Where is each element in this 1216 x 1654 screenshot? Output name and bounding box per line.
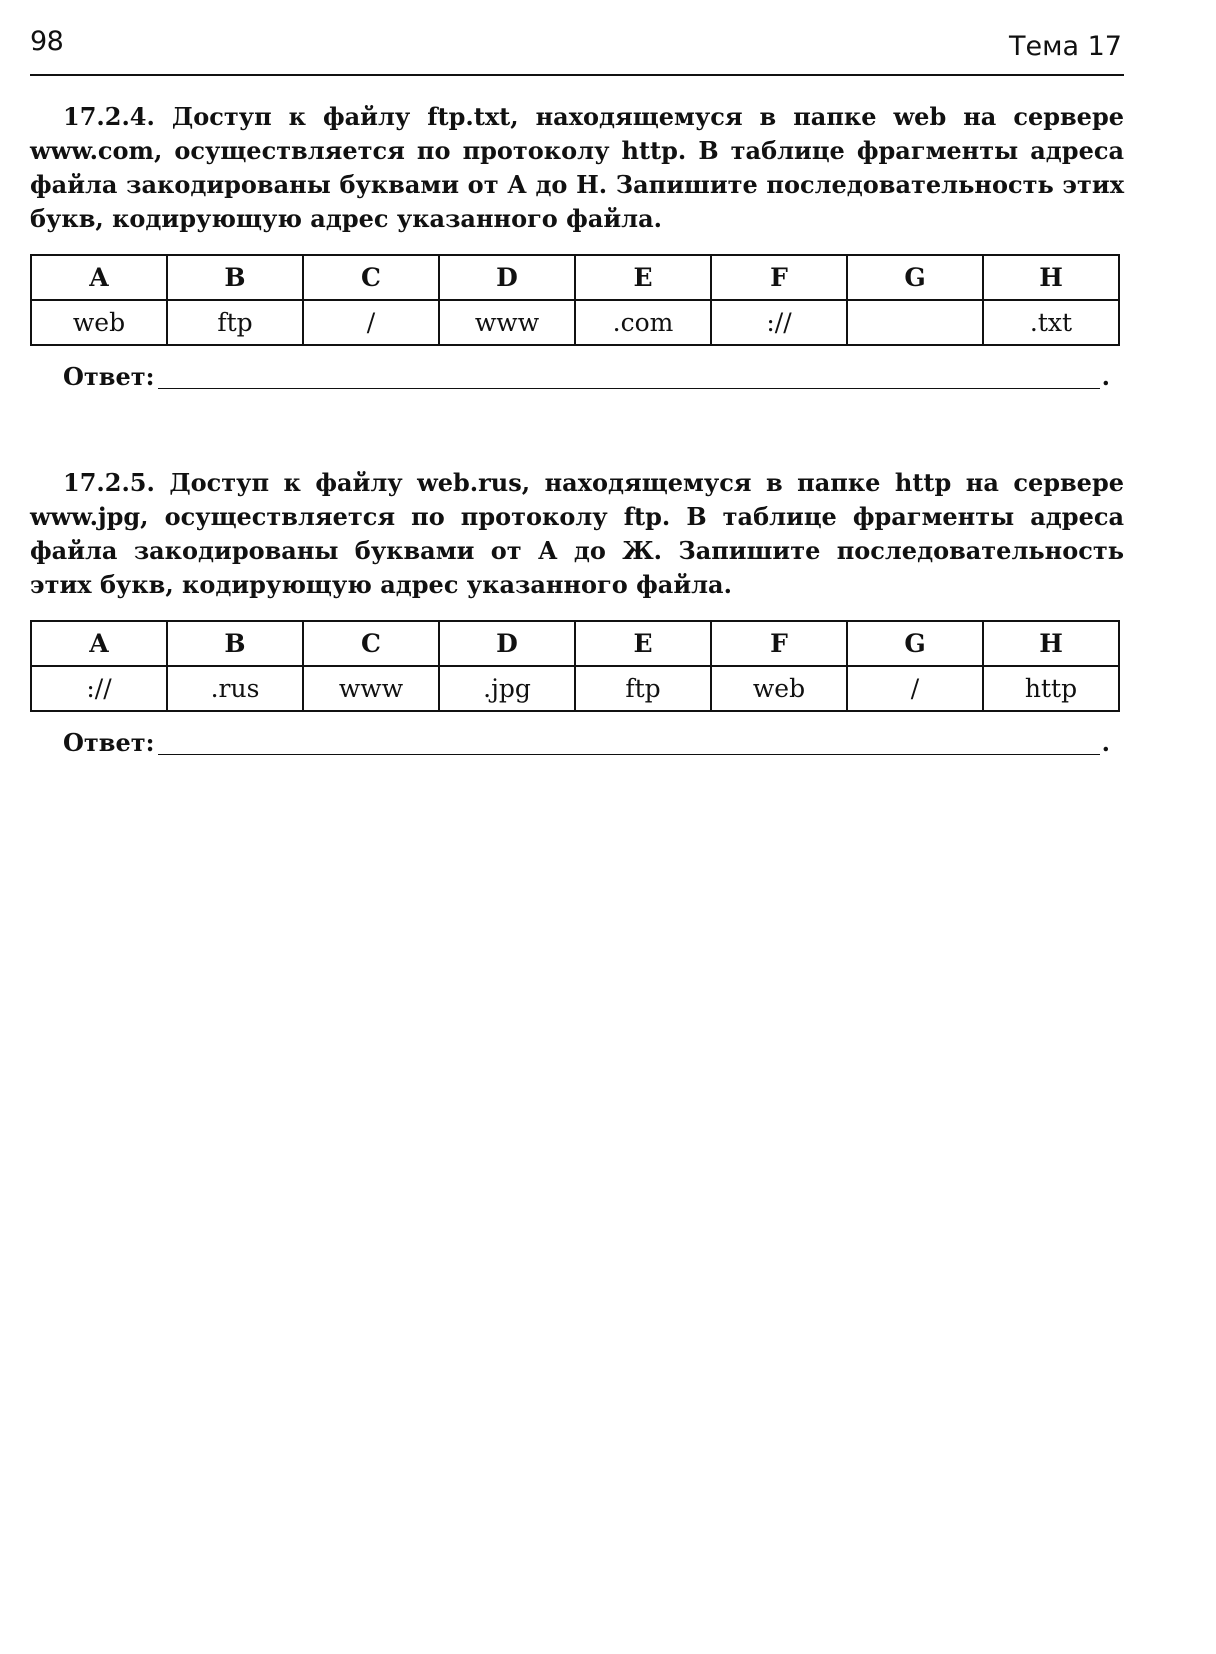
fragment-cell: http	[983, 666, 1119, 711]
letter-cell: E	[575, 255, 711, 300]
letter-cell: G	[847, 621, 983, 666]
letter-cell: E	[575, 621, 711, 666]
folder-name: http	[894, 468, 952, 497]
letter-cell: D	[439, 621, 575, 666]
fragments-row	[31, 666, 1119, 711]
protocol-name: ftp	[623, 502, 662, 531]
answer-row	[30, 358, 1124, 392]
fragment-cell: www	[439, 300, 575, 345]
fragments-row	[31, 300, 1119, 345]
server-name: www.com	[30, 136, 154, 165]
fragments-table	[30, 620, 1120, 712]
answer-label: Ответ:	[63, 362, 155, 391]
topic-title: Тема 17	[1009, 31, 1122, 62]
fragments-table	[30, 254, 1120, 346]
fragment-cell: ://	[31, 666, 167, 711]
fragment-cell: web	[31, 300, 167, 345]
answer-label: Ответ:	[63, 728, 155, 757]
file-name: ftp.txt	[427, 102, 511, 131]
letter-cell: A	[31, 255, 167, 300]
answer-end: .	[1101, 728, 1110, 757]
task-17-2-4	[30, 100, 1124, 392]
letters-row	[31, 621, 1119, 666]
fragment-cell: /	[303, 300, 439, 345]
task-number: 17.2.5.	[63, 468, 155, 497]
protocol-name: http	[621, 136, 678, 165]
answer-line[interactable]	[158, 754, 1100, 755]
task-text: 17.2.4. Доступ к файлу ftp.txt, находящемуся в папке web на сервере www.com, осуществляется по протоколу http. В таблице фрагменты адреса файла закодированы буквами от А до Н. Запишите последовательность этих букв, кодирующую адрес указанного файла.	[30, 102, 1124, 233]
fragment-cell: .txt	[983, 300, 1119, 345]
task-text: 17.2.5. Доступ к файлу web.rus, находящемуся в папке http на сервере www.jpg, осуществляется по протоколу ftp. В таблице фрагменты адреса файла закодированы буквами от А до Ж. Запишите последовательность этих букв, кодирующую адрес указанного файла.	[30, 468, 1124, 599]
letter-cell: C	[303, 621, 439, 666]
letter-cell: F	[711, 255, 847, 300]
letter-cell: F	[711, 621, 847, 666]
answer-end: .	[1101, 362, 1110, 391]
fragment-cell: ://	[711, 300, 847, 345]
page-header	[30, 22, 1124, 76]
fragment-cell: www	[303, 666, 439, 711]
letters-row	[31, 255, 1119, 300]
letter-cell: B	[167, 621, 303, 666]
task-17-2-5	[30, 466, 1124, 758]
fragment-cell	[847, 300, 983, 345]
fragment-cell: .jpg	[439, 666, 575, 711]
letter-cell: D	[439, 255, 575, 300]
folder-name: web	[893, 102, 947, 131]
fragment-cell: .com	[575, 300, 711, 345]
fragment-cell: ftp	[167, 300, 303, 345]
letter-cell: G	[847, 255, 983, 300]
letter-cell: C	[303, 255, 439, 300]
answer-line[interactable]	[158, 388, 1100, 389]
file-name: web.rus	[417, 468, 522, 497]
letter-cell: A	[31, 621, 167, 666]
letter-cell: H	[983, 255, 1119, 300]
answer-row	[30, 724, 1124, 758]
fragment-cell: ftp	[575, 666, 711, 711]
task-number: 17.2.4.	[63, 102, 155, 131]
fragment-cell: web	[711, 666, 847, 711]
letter-cell: H	[983, 621, 1119, 666]
fragment-cell: .rus	[167, 666, 303, 711]
fragment-cell: /	[847, 666, 983, 711]
server-name: www.jpg	[30, 502, 141, 531]
letter-cell: B	[167, 255, 303, 300]
page-number: 98	[30, 26, 64, 57]
